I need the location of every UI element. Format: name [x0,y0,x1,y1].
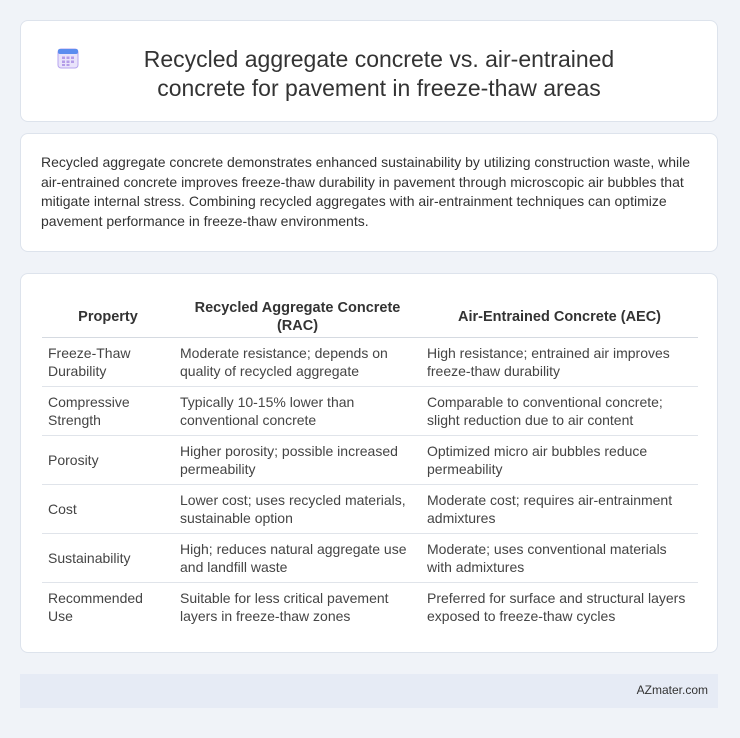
title-card [20,20,718,122]
footer-site-name: AZmater.com [636,683,708,697]
rac-cell: High; reduces natural aggregate use and landfill waste [174,534,421,583]
rac-cell: Higher porosity; possible increased permeability [174,436,421,485]
property-cell: Compressive Strength [42,387,174,436]
rac-cell: Typically 10-15% lower than conventional concrete [174,387,421,436]
table-row [42,338,698,387]
comparison-table-card [20,273,718,653]
table-row [42,583,698,632]
table-row [42,387,698,436]
rac-cell: Lower cost; uses recycled materials, sustainable option [174,485,421,534]
aec-cell: High resistance; entrained air improves freeze-thaw durability [421,338,698,387]
table-row [42,534,698,583]
rac-cell: Suitable for less critical pavement layers in freeze-thaw zones [180,590,389,624]
aec-cell: Comparable to conventional concrete; slight reduction due to air content [421,387,698,436]
aec-cell: Moderate cost; requires air-entrainment admixtures [421,485,698,534]
table-row [42,436,698,485]
property-cell: Porosity [42,436,174,485]
property-cell: Freeze-Thaw Durability [42,338,174,387]
column-header-property: Property [42,296,174,338]
table-row [42,485,698,534]
footer-bar [20,674,718,708]
rac-cell: Moderate resistance; depends on quality of recycled aggregate [174,338,421,387]
summary-text: Recycled aggregate concrete demonstrates enhanced sustainability by utilizing construction waste, while air-entrained concrete improves freeze-thaw durability in pavement through microscopic air bubbles that mitigate internal stress. Combining recycled aggregates with air-entrainment techniques can optimize pavement performance in freeze-thaw environments. [41,154,691,229]
table-header-row [42,296,698,338]
column-header-rac: Recycled Aggregate Concrete (RAC) [174,296,421,338]
aec-cell: Optimized micro air bubbles reduce permeability [421,436,698,485]
comparison-table [42,296,698,631]
property-cell: Sustainability [42,534,174,583]
aec-cell: Moderate; uses conventional materials with admixtures [421,534,698,583]
page-title: Recycled aggregate concrete vs. air-entrained concrete for pavement in freeze-thaw areas [143,46,615,101]
column-header-aec: Air-Entrained Concrete (AEC) [421,296,698,338]
property-cell: Cost [42,485,174,534]
summary-card [20,133,718,252]
property-cell: Recommended Use [48,590,143,624]
aec-cell: Preferred for surface and structural layers exposed to freeze-thaw cycles [427,590,686,624]
